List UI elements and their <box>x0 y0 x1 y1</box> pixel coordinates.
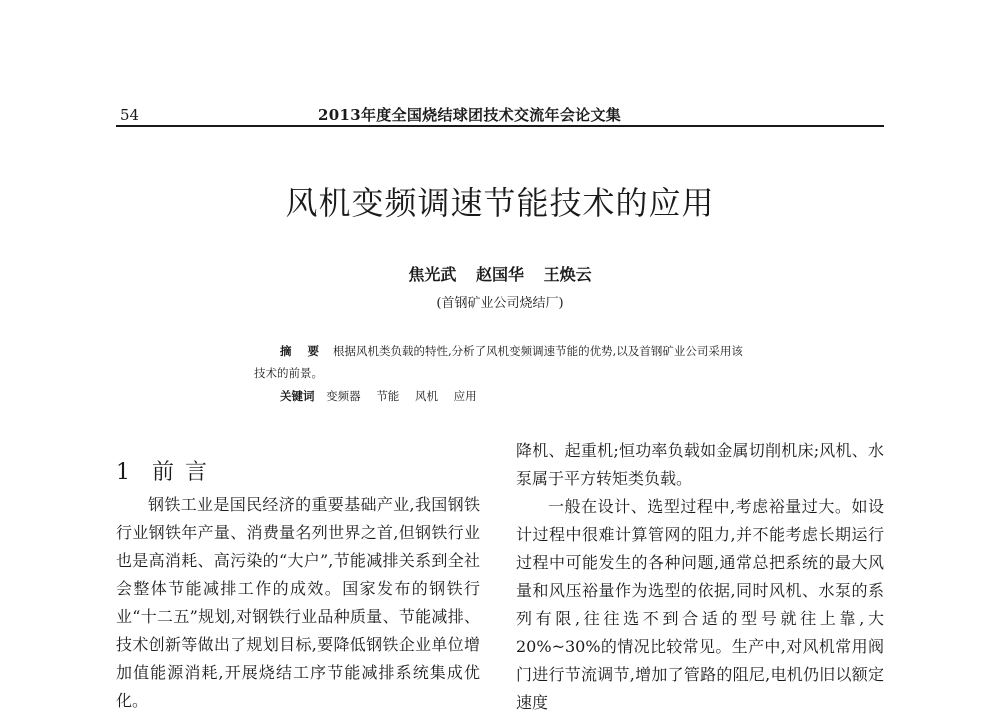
abstract <box>254 340 754 384</box>
keyword: 节能 <box>376 389 400 403</box>
author-name: 王焕云 <box>543 265 592 284</box>
body-paragraph: 钢铁工业是国民经济的重要基础产业,我国钢铁行业钢铁年产量、消费量名列世界之首,但钢铁行业也是高消耗、高污染的“大户”,节能减排关系到全社会整体节能减排工作的成效。国家发布的钢铁行业“十二五”规划,对钢铁行业品种质量、节能减排、技术创新等做出了规划目标,要降低钢铁企业单位增加值能源消耗,开展烧结工序节能减排系统集成优化。 <box>116 495 480 710</box>
right-column <box>516 437 884 717</box>
body-paragraph: 降机、起重机;恒功率负载如金属切削机床;风机、水泵属于平方转矩类负载。 <box>516 441 884 488</box>
left-column <box>116 491 480 715</box>
header-rule <box>116 125 884 127</box>
section-number: 1 <box>116 460 132 485</box>
abstract-text: 根据风机类负载的特性,分析了风机变频调速节能的优势,以及首钢矿业公司采用该技术的前景。 <box>254 344 743 380</box>
section-title: 前 言 <box>152 460 209 485</box>
author-name: 赵国华 <box>475 265 524 284</box>
page-number: 54 <box>120 106 140 124</box>
paper-title: 风机变频调速节能技术的应用 <box>285 184 715 222</box>
affiliation: (首钢矿业公司烧结厂) <box>436 296 564 311</box>
keywords-label: 关键词 <box>280 389 315 403</box>
body-paragraph: 一般在设计、选型过程中,考虑裕量过大。如设计过程中很难计算管网的阻力,并不能考虑长期运行过程中可能发生的各种问题,通常总把系统的最大风量和风压裕量作为选型的依据,同时风机、水泵的系列有限,往往选不到合适的型号就往上靠,大20%~30%的情况比较常见。生产中,对风机常用阀门进行节流调节,增加了管路的阻尼,电机仍旧以额定速度 <box>516 497 884 712</box>
abstract-label: 摘 要 <box>280 344 326 358</box>
keyword: 变频器 <box>326 389 361 403</box>
authors <box>0 262 1000 285</box>
keywords <box>280 388 489 404</box>
author-name: 焦光武 <box>408 265 457 284</box>
keyword: 风机 <box>414 389 438 403</box>
section-heading <box>116 455 209 486</box>
keyword: 应用 <box>453 389 477 403</box>
running-header-title: 2013年度全国烧结球团技术交流年会论文集 <box>318 106 622 124</box>
